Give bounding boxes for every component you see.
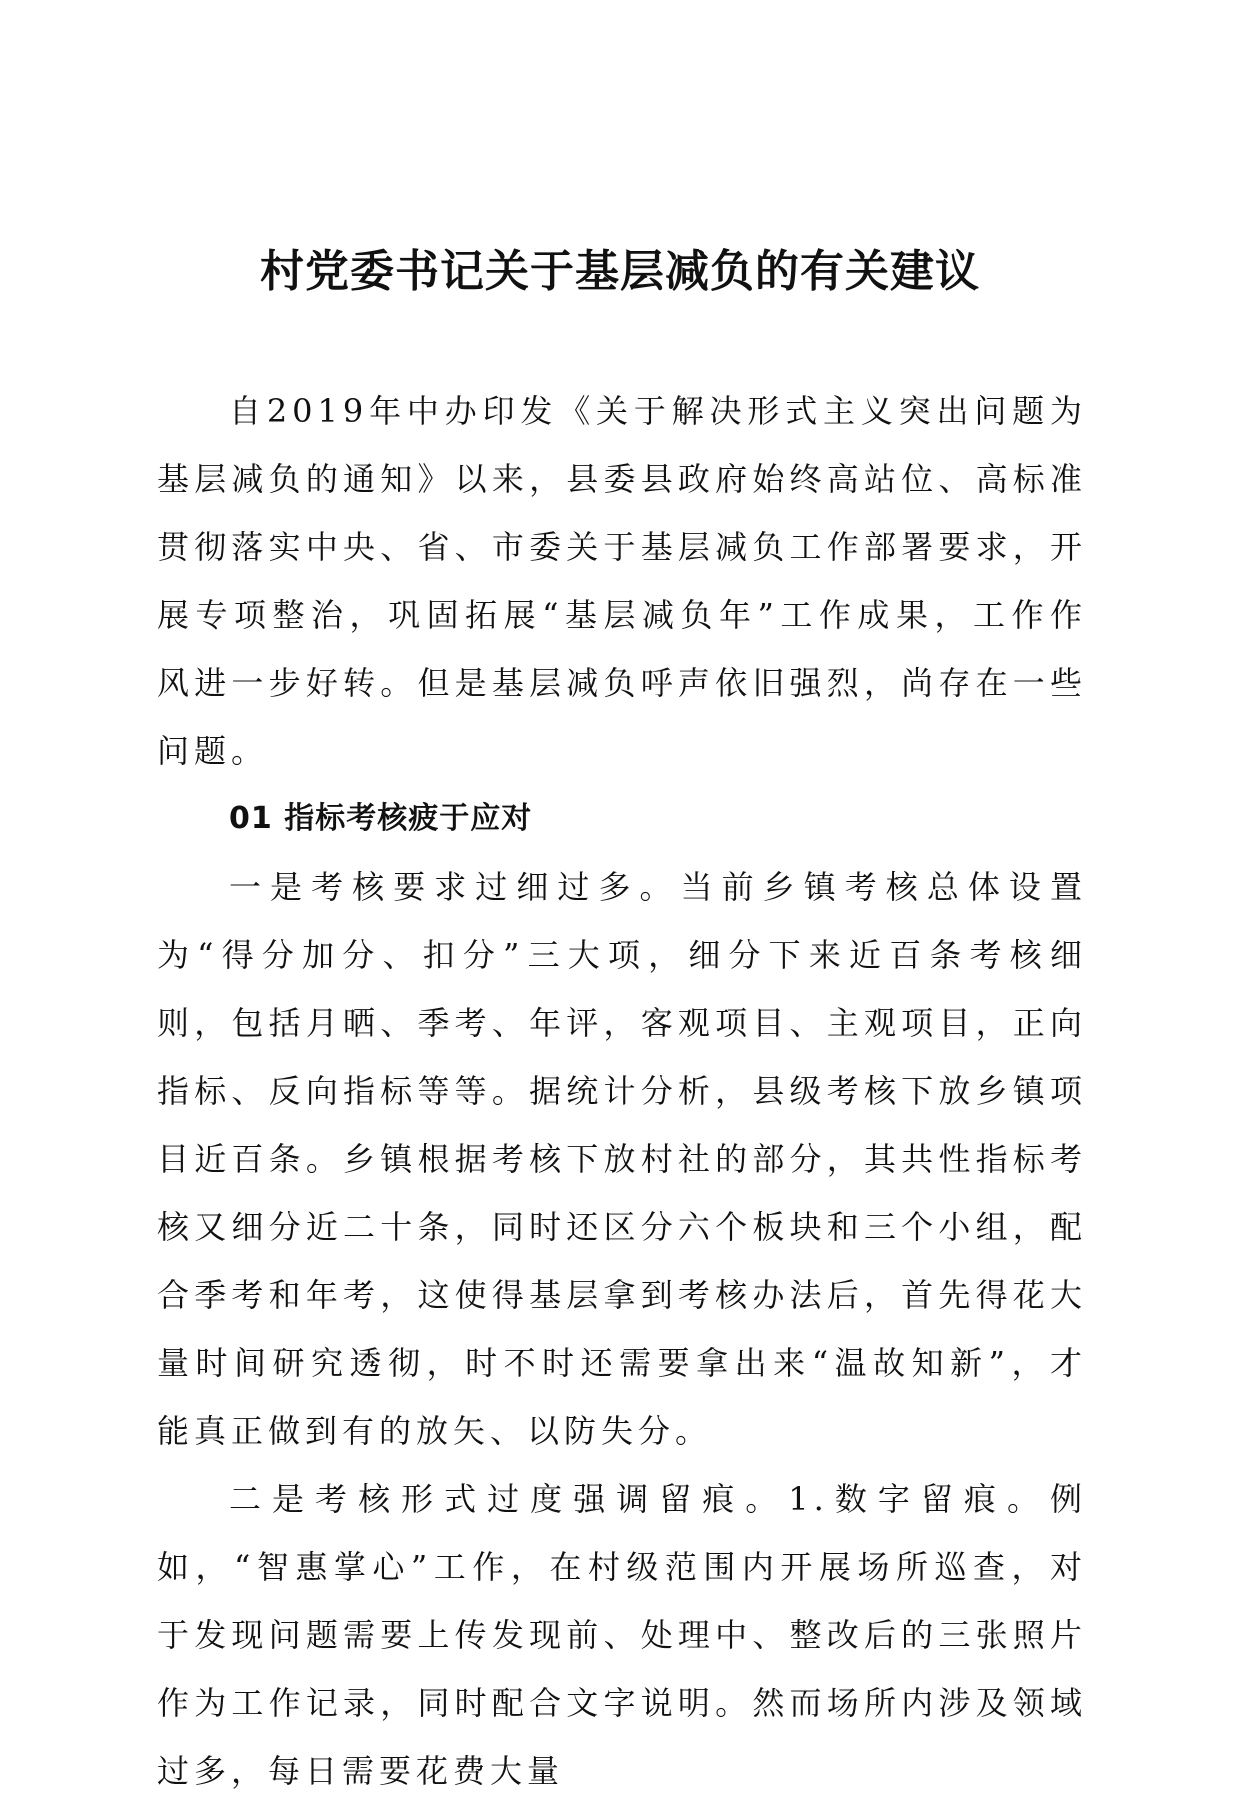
section-heading: 01 指标考核疲于应对	[229, 801, 533, 836]
paragraph-intro: 自2019年中办印发《关于解决形式主义突出问题为基层减负的通知》以来，县委县政府始终高站位、高标准贯彻落实中央、省、市委关于基层减负工作部署要求，开展专项整治，巩固拓展“基层减负年”工作成果，工作作风进一步好转。但是基层减负呼声依旧强烈，尚存在一些问题。	[157, 392, 1087, 770]
document-title: 村党委书记关于基层减负的有关建议	[260, 246, 980, 297]
paragraph-assessment-details: 一是考核要求过细过多。当前乡镇考核总体设置为“得分加分、扣分”三大项，细分下来近百条考核细则，包括月晒、季考、年评，客观项目、主观项目，正向指标、反向指标等等。据统计分析，县级考核下放乡镇项目近百条。乡镇根据考核下放村社的部分，其共性指标考核又细分近二十条，同时还区分六个板块和三个小组，配合季考和年考，这使得基层拿到考核办法后，首先得花大量时间研究透彻，时不时还需要拿出来“温故知新”，才能真正做到有的放矢、以防失分。	[157, 868, 1087, 1450]
paragraph-assessment-traces: 二是考核形式过度强调留痕。1.数字留痕。例如，“智惠掌心”工作，在村级范围内开展场所巡查，对于发现问题需要上传发现前、处理中、整改后的三张照片作为工作记录，同时配合文字说明。然而场所内涉及领域过多，每日需要花费大量	[157, 1480, 1087, 1790]
document-body	[157, 377, 1087, 1805]
